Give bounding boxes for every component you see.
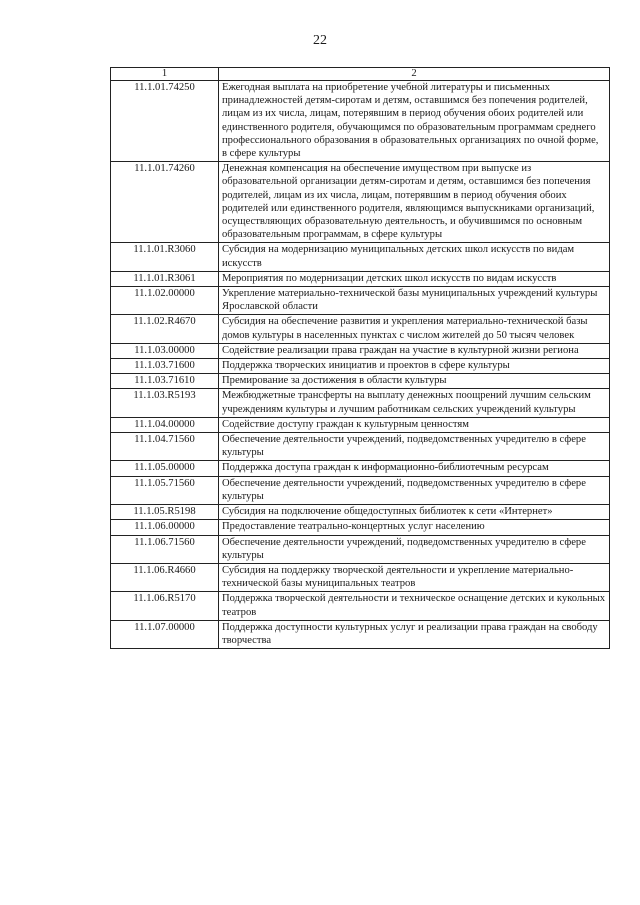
row-description: Предоставление театрально-концертных услуг населению [219,520,610,535]
row-description: Укрепление материально-технической базы муниципальных учреждений культуры Ярославской области [219,287,610,315]
row-code: 11.1.04.00000 [111,417,219,432]
row-description: Премирование за достижения в области культуры [219,374,610,389]
table-row [111,433,610,461]
row-description: Межбюджетные трансферты на выплату денежных поощрений лучшим сельским учреждениям культуры и лучшим работникам сельских учреждений культуры [219,389,610,417]
row-code: 11.1.05.00000 [111,461,219,476]
column-header-description: 2 [219,68,610,81]
table-row [111,315,610,343]
row-description: Содействие доступу граждан к культурным ценностям [219,417,610,432]
table-row [111,417,610,432]
row-code: 11.1.05.R5198 [111,505,219,520]
row-description: Поддержка доступа граждан к информационно-библиотечным ресурсам [219,461,610,476]
row-description: Субсидия на модернизацию муниципальных детских школ искусств по видам искусств [219,243,610,271]
row-code: 11.1.04.71560 [111,433,219,461]
row-code: 11.1.02.R4670 [111,315,219,343]
table-row [111,620,610,648]
row-description: Обеспечение деятельности учреждений, подведомственных учредителю в сфере культуры [219,535,610,563]
row-code: 11.1.07.00000 [111,620,219,648]
column-header-code: 1 [111,68,219,81]
row-code: 11.1.05.71560 [111,476,219,504]
table-row [111,563,610,591]
table-row [111,374,610,389]
table-row [111,162,610,243]
row-description: Поддержка творческой деятельности и техническое оснащение детских и кукольных театров [219,592,610,620]
row-code: 11.1.01.74260 [111,162,219,243]
row-code: 11.1.03.71600 [111,359,219,374]
row-code: 11.1.03.71610 [111,374,219,389]
row-description: Поддержка доступности культурных услуг и реализации права граждан на свободу творчества [219,620,610,648]
page-number: 22 [313,33,327,48]
row-code: 11.1.03.R5193 [111,389,219,417]
table-header-row [111,68,610,81]
row-description: Мероприятия по модернизации детских школ искусств по видам искусств [219,271,610,286]
row-description: Поддержка творческих инициатив и проектов в сфере культуры [219,359,610,374]
table-row [111,505,610,520]
table-row [111,271,610,286]
table-row [111,343,610,358]
table-row [111,243,610,271]
table-row [111,535,610,563]
table-row [111,520,610,535]
table-row [111,476,610,504]
row-code: 11.1.01.R3060 [111,243,219,271]
row-description: Субсидия на обеспечение развития и укрепления материально-технической базы домов культуры в населенных пунктах с числом жителей до 50 тысяч человек [219,315,610,343]
table-row [111,461,610,476]
row-description: Обеспечение деятельности учреждений, подведомственных учредителю в сфере культуры [219,476,610,504]
table-row [111,359,610,374]
row-description: Обеспечение деятельности учреждений, подведомственных учредителю в сфере культуры [219,433,610,461]
row-code: 11.1.03.00000 [111,343,219,358]
row-description: Содействие реализации права граждан на участие в культурной жизни региона [219,343,610,358]
row-description: Субсидия на поддержку творческой деятельности и укрепление материально-технической базы муниципальных театров [219,563,610,591]
table-row [111,287,610,315]
row-code: 11.1.02.00000 [111,287,219,315]
row-code: 11.1.06.R4660 [111,563,219,591]
row-code: 11.1.01.R3061 [111,271,219,286]
row-description: Субсидия на подключение общедоступных библиотек к сети «Интернет» [219,505,610,520]
budget-codes-table [110,67,610,649]
row-code: 11.1.06.00000 [111,520,219,535]
row-code: 11.1.06.R5170 [111,592,219,620]
row-description: Денежная компенсация на обеспечение имуществом при выпуске из образовательной организации детям-сиротам и детям, оставшимся без попечения родителей, лицам из их числа, лицам, потерявшим в период обучения обоих родителей или единственного родителя, являющимся выпускниками организаций, осуществляющих образовательную деятельность, и обучившимся по основным образовательным программам, в сфере культуры [219,162,610,243]
table-row [111,592,610,620]
table-row [111,81,610,162]
table-row [111,389,610,417]
row-code: 11.1.01.74250 [111,81,219,162]
row-description: Ежегодная выплата на приобретение учебной литературы и письменных принадлежностей детям-сиротам и детям, оставшимся без попечения родителей, лицам из их числа, лицам, потерявшим в период обучения обоих родителей или единственного родителя, обучающимся по образовательным программам среднего профессионального образования в образовательных организациях по очной форме, в сфере культуры [219,81,610,162]
row-code: 11.1.06.71560 [111,535,219,563]
